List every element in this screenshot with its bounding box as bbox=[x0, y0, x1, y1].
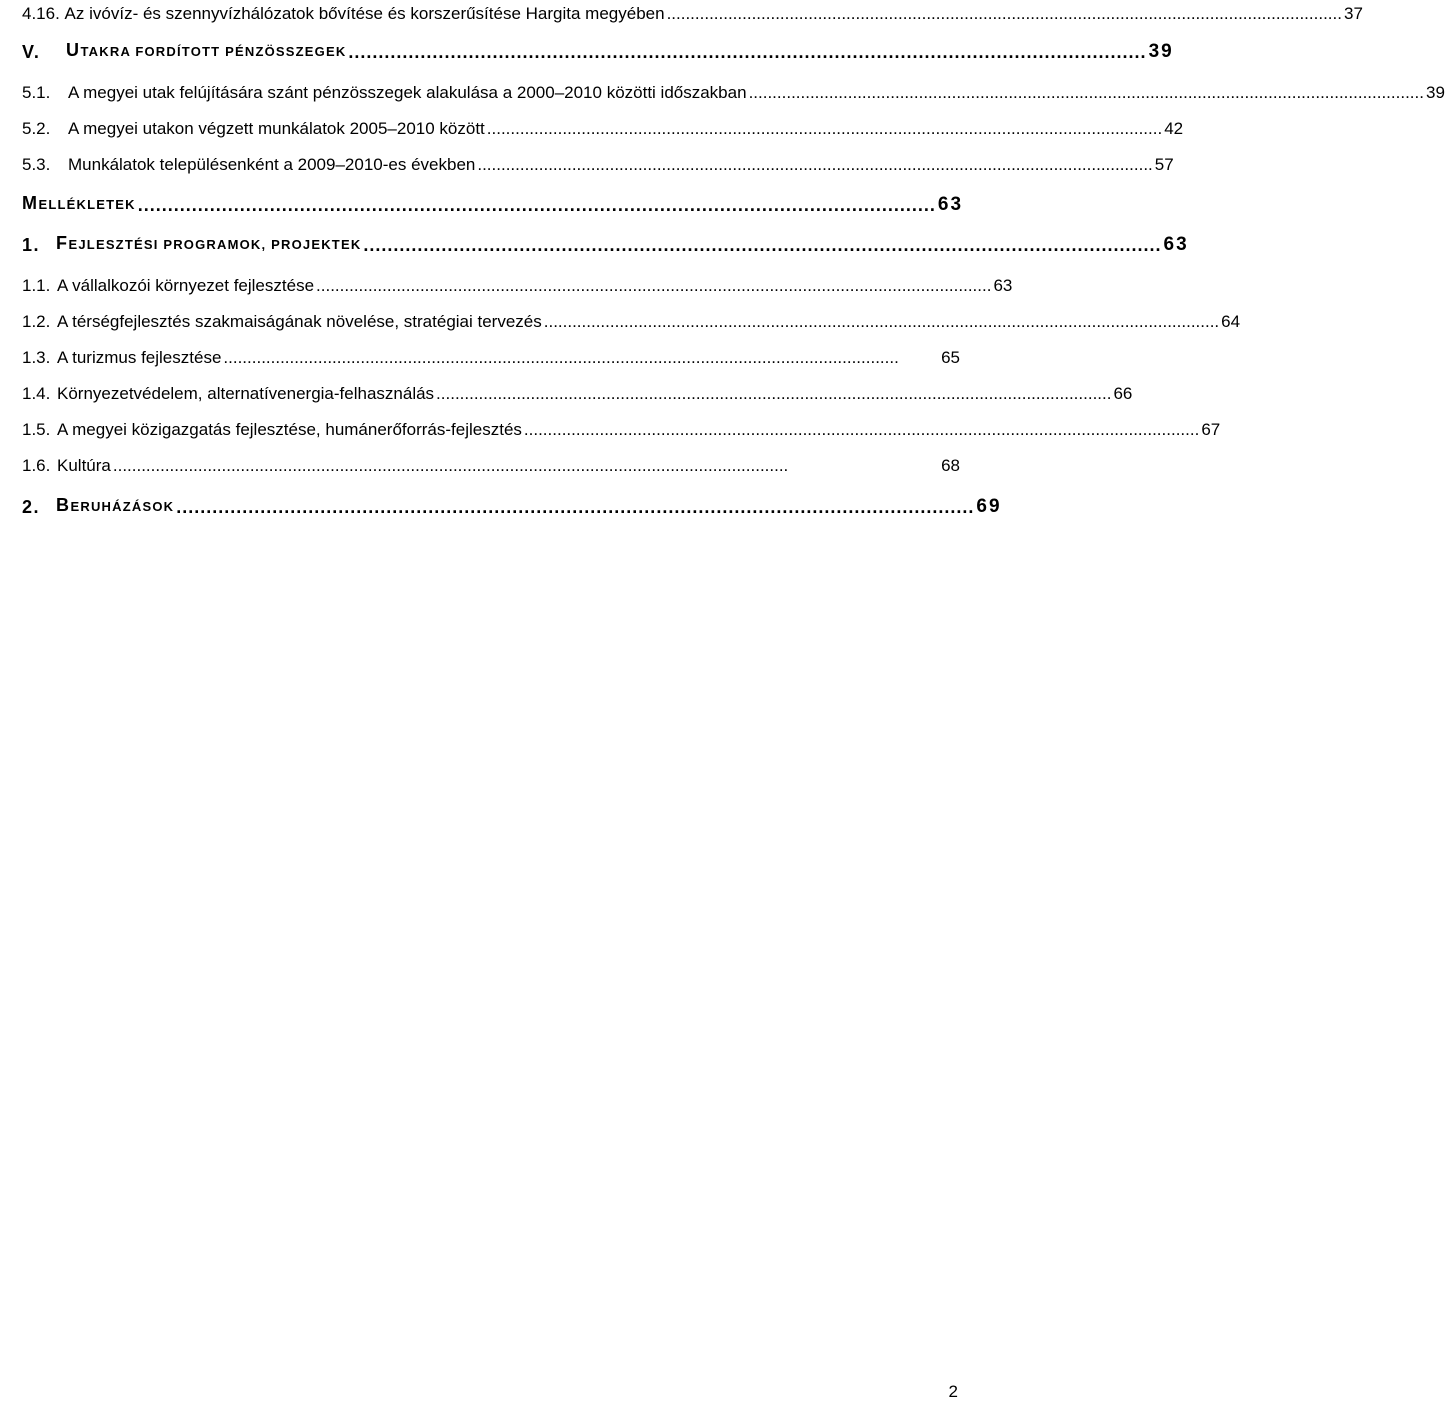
toc-entry-page: 63 bbox=[993, 276, 1013, 295]
dot-leader: ............................................................................................................................................... bbox=[666, 4, 1342, 23]
toc-entry-title: A térségfejlesztés szakmaiságának növelése, stratégiai tervezés bbox=[57, 312, 542, 331]
toc-entry-page: 64 bbox=[1221, 312, 1241, 331]
page-number: 2 bbox=[948, 1382, 958, 1401]
toc-entry-title: Környezetvédelem, alternatívenergia-felhasználás bbox=[57, 384, 435, 403]
toc-entry-number: 1.5. bbox=[22, 420, 51, 439]
toc-entry-number: 2. bbox=[22, 497, 41, 517]
toc-entry-title: BERUHÁZÁSOK bbox=[56, 495, 175, 515]
toc-entry-title: Munkálatok településenként a 2009–2010-es években bbox=[68, 155, 476, 174]
toc-entry-number: V. bbox=[22, 42, 41, 62]
toc-entry-title: A megyei közigazgatás fejlesztése, humánerőforrás-fejlesztés bbox=[57, 420, 522, 439]
toc-entry-number: 1.1. bbox=[22, 276, 51, 295]
dot-leader: ............................................................................................................................................... bbox=[523, 420, 1200, 439]
dot-leader: ............................................................................................................................................... bbox=[223, 348, 899, 367]
toc-entry-title: Az ivóvíz- és szennyvízhálózatok bővítése és korszerűsítése Hargita megyében bbox=[64, 4, 665, 23]
toc-entry-title: Kultúra bbox=[57, 456, 111, 475]
dot-leader: ............................................................................................................................................... bbox=[543, 312, 1220, 331]
toc-entry[interactable] bbox=[22, 227, 1189, 255]
toc-entry-page: 67 bbox=[1201, 420, 1221, 439]
toc-entry[interactable] bbox=[22, 0, 1363, 24]
toc-entry-page: 63 bbox=[1163, 234, 1189, 255]
toc-entry-page: 63 bbox=[937, 194, 964, 215]
dot-leader: ............................................................................................................................................... bbox=[477, 155, 1153, 174]
dot-leader: ............................................................................................................................................... bbox=[486, 119, 1163, 138]
toc-entry-number: 5.3. bbox=[22, 155, 51, 174]
toc-entry-title: A turizmus fejlesztése bbox=[57, 348, 222, 367]
toc-entry-number: 1.6. bbox=[22, 456, 51, 475]
toc-entry[interactable] bbox=[22, 34, 1174, 62]
toc-entry-title: A megyei utak felújítására szánt pénzösszegek alakulása a 2000–2010 közötti időszakban bbox=[68, 83, 747, 102]
toc-entry[interactable] bbox=[22, 147, 1174, 175]
toc-entry[interactable] bbox=[22, 304, 1241, 332]
toc-entry-title: MELLÉKLETEK bbox=[22, 193, 136, 213]
toc-entry-page: 65 bbox=[941, 348, 960, 367]
toc-entry-number: 4.16. bbox=[22, 4, 60, 23]
toc-entry-title: A megyei utakon végzett munkálatok 2005–2010 között bbox=[68, 119, 485, 138]
toc-entry-title: UTAKRA FORDÍTOTT PÉNZÖSSZEGEK bbox=[66, 40, 347, 60]
toc-entry-number: 5.1. bbox=[22, 83, 51, 102]
toc-entry[interactable] bbox=[22, 340, 960, 368]
toc-entry[interactable] bbox=[22, 75, 1445, 103]
toc-entry-number: 1.3. bbox=[22, 348, 51, 367]
dot-leader: ............................................................................................................................................... bbox=[436, 384, 1112, 403]
toc-entry-title: FEJLESZTÉSI PROGRAMOK, PROJEKTEK bbox=[56, 233, 362, 253]
toc-entry-page: 37 bbox=[1343, 4, 1363, 23]
toc-entry[interactable] bbox=[22, 376, 1133, 404]
toc-entry-number: 1.4. bbox=[22, 384, 51, 403]
dot-leader: ..................................................................................................................................... bbox=[363, 235, 1162, 255]
toc-entry-title: A vállalkozói környezet fejlesztése bbox=[57, 276, 315, 295]
dot-leader: ..................................................................................................................................... bbox=[176, 497, 975, 517]
toc-entry-page: 68 bbox=[941, 456, 960, 475]
toc-entry[interactable] bbox=[22, 187, 964, 215]
toc-entry-page: 57 bbox=[1154, 155, 1174, 174]
toc-entry-page: 69 bbox=[976, 496, 1002, 517]
toc-entry[interactable] bbox=[22, 268, 1013, 296]
toc-entry[interactable] bbox=[22, 489, 1002, 517]
toc-entry-page: 66 bbox=[1113, 384, 1133, 403]
dot-leader: ..................................................................................................................................... bbox=[137, 195, 936, 215]
toc-entry-number: 5.2. bbox=[22, 119, 51, 138]
dot-leader: ............................................................................................................................................... bbox=[748, 83, 1424, 102]
dot-leader: ............................................................................................................................................... bbox=[316, 276, 992, 295]
toc-entry-number: 1.2. bbox=[22, 312, 51, 331]
toc-entry[interactable] bbox=[22, 111, 1184, 139]
dot-leader: ............................................................................................................................................... bbox=[112, 456, 789, 475]
toc-entry[interactable] bbox=[22, 448, 960, 476]
toc-entry-page: 42 bbox=[1164, 119, 1184, 138]
toc-entry[interactable] bbox=[22, 412, 1221, 440]
toc-entry-page: 39 bbox=[1148, 41, 1174, 62]
toc-entry-page: 39 bbox=[1425, 83, 1445, 102]
toc-entry-number: 1. bbox=[22, 235, 41, 255]
dot-leader: ..................................................................................................................................... bbox=[348, 42, 1147, 62]
